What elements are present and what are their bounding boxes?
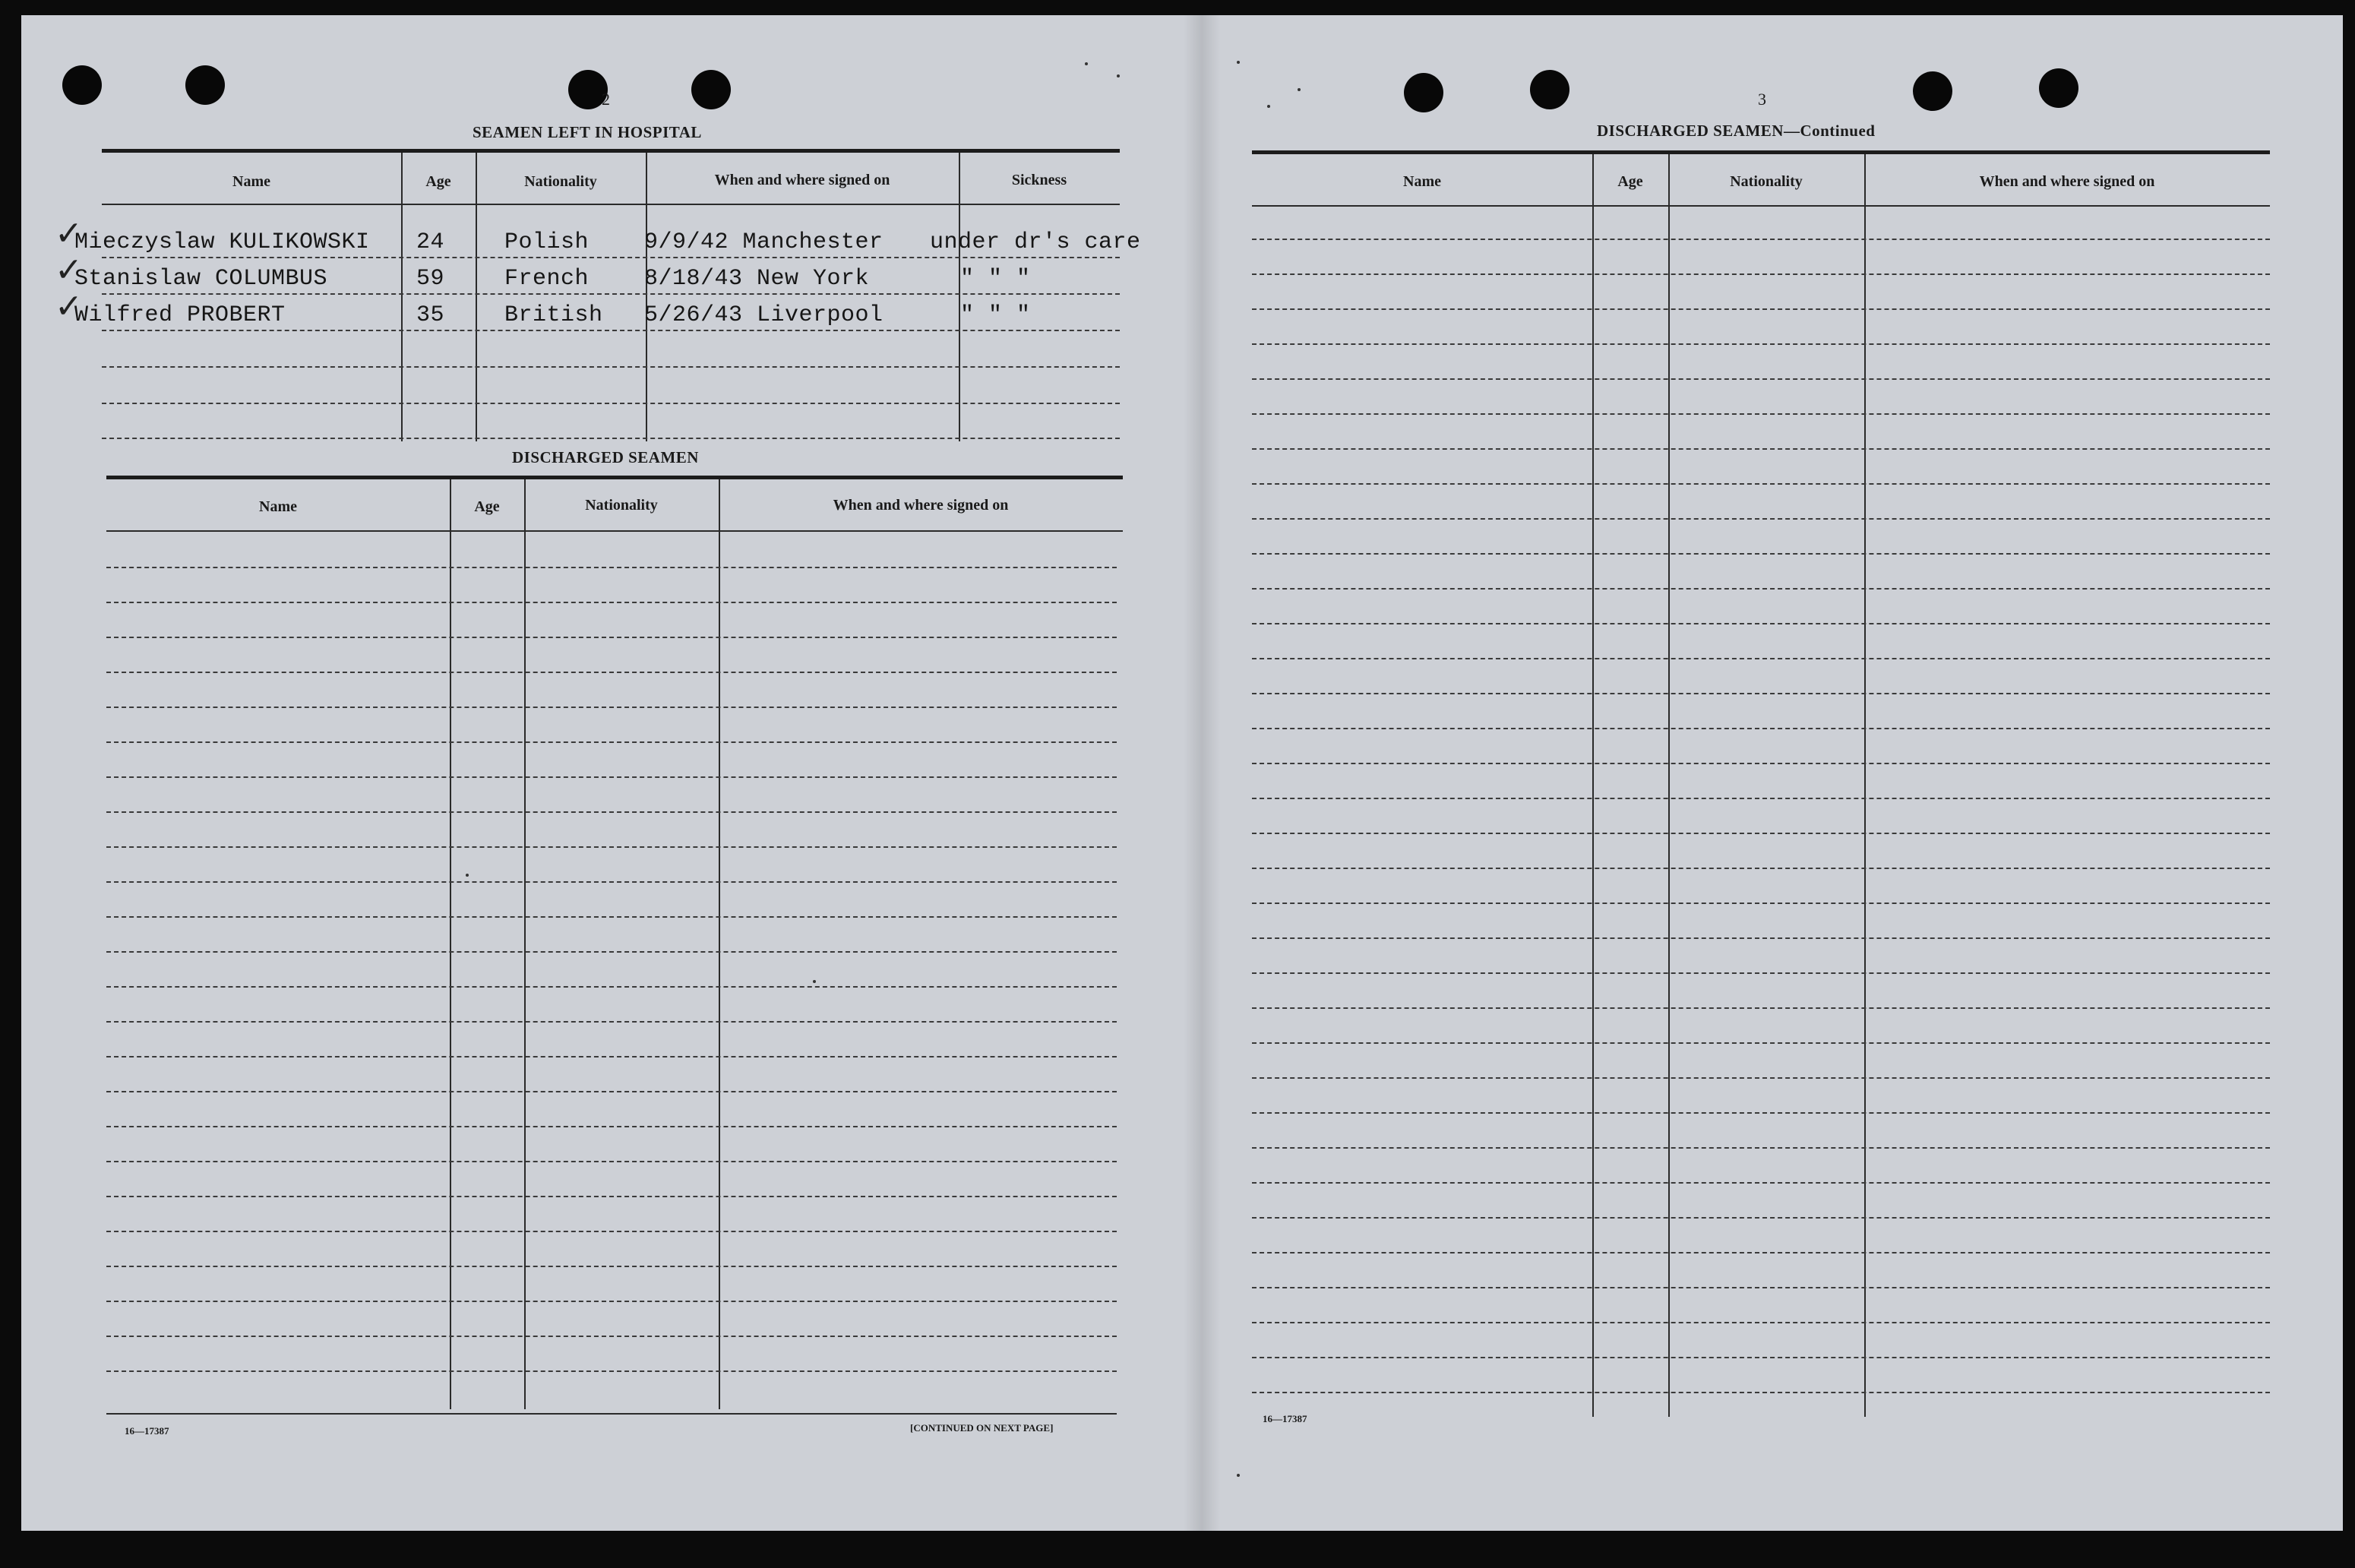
blank-row-line <box>1252 1322 2270 1323</box>
page-number-left: 2 <box>602 90 610 109</box>
blank-row-line <box>106 602 1117 603</box>
hospital-row-3-age: 35 <box>416 302 445 328</box>
discharged-section-title: DISCHARGED SEAMEN <box>512 448 699 466</box>
blank-row-line <box>106 741 1117 743</box>
hospital-row-1-nationality: Polish <box>504 229 590 255</box>
discharged-col-divider <box>524 479 526 1409</box>
blank-row-line <box>1252 343 2270 345</box>
page-number-right: 3 <box>1758 90 1766 109</box>
blank-row-line <box>1252 1252 2270 1253</box>
hospital-row-3-name: Wilfred PROBERT <box>74 302 286 328</box>
hospital-header-rule <box>102 204 1120 205</box>
blank-row-line <box>106 1301 1117 1302</box>
blank-row-line <box>1252 518 2270 520</box>
blank-row-line <box>106 916 1117 918</box>
paper-speck <box>1237 61 1240 64</box>
blank-row-line <box>1252 1147 2270 1149</box>
discharged-col-divider <box>450 479 451 1409</box>
paper-speck <box>1237 1474 1240 1477</box>
blank-row-line <box>1252 308 2270 310</box>
blank-row-line <box>106 707 1117 708</box>
blank-row-line <box>106 1161 1117 1162</box>
blank-row-line <box>1252 868 2270 869</box>
hospital-row-2-signed-on: 8/18/43 New York <box>644 266 870 292</box>
blank-row-line <box>106 1126 1117 1127</box>
blank-row-line <box>1252 763 2270 764</box>
blank-row-line <box>1252 1392 2270 1393</box>
hospital-row-1-name: Mieczyslaw KULIKOWSKI <box>74 229 370 255</box>
discharged-header-signed-on: When and where signed on <box>833 497 1009 514</box>
blank-row-line <box>106 776 1117 778</box>
blank-row-line <box>1252 553 2270 555</box>
blank-row-line <box>1252 1357 2270 1358</box>
blank-row-line <box>1252 413 2270 415</box>
manifest-sheet <box>21 15 2343 1531</box>
hospital-col-divider <box>646 153 647 441</box>
blank-row-line <box>1252 378 2270 380</box>
blank-row-line <box>1252 1217 2270 1219</box>
blank-row-line <box>1252 972 2270 974</box>
blank-row-line <box>106 637 1117 638</box>
hospital-col-divider <box>401 153 403 441</box>
hospital-row-2-age: 59 <box>416 266 445 292</box>
blank-row-line <box>106 1056 1117 1057</box>
hospital-col-divider <box>476 153 477 441</box>
hospital-top-rule <box>102 149 1120 153</box>
hospital-row-2-name: Stanislaw COLUMBUS <box>74 266 328 292</box>
hospital-row-2-sickness: " " " <box>960 266 1031 292</box>
blank-row-line <box>1252 1007 2270 1009</box>
blank-row-line <box>1252 239 2270 240</box>
discharged-header-age: Age <box>474 498 500 515</box>
form-number-right: 16—17387 <box>1263 1413 1307 1424</box>
discharged-header-name: Name <box>259 498 297 515</box>
blank-row-line <box>106 1370 1117 1372</box>
punch-hole <box>1913 71 1952 111</box>
hospital-header-nationality: Nationality <box>524 173 597 190</box>
blank-row-line <box>1252 693 2270 694</box>
hospital-header-sickness: Sickness <box>1011 172 1067 188</box>
blank-row-line <box>106 1021 1117 1023</box>
right-header-age: Age <box>1617 173 1643 190</box>
paper-speck <box>813 980 816 983</box>
blank-row-line <box>106 1266 1117 1267</box>
blank-row-line <box>106 1336 1117 1337</box>
hospital-row-1-sickness: under dr's care <box>930 229 1141 255</box>
hospital-row-3-signed-on: 5/26/43 Liverpool <box>644 302 884 328</box>
blank-row-line <box>106 672 1117 673</box>
hospital-row-line <box>102 293 1120 295</box>
hospital-col-divider <box>959 153 960 441</box>
hospital-row-1-signed-on: 9/9/42 Manchester <box>644 229 884 255</box>
right-header-name: Name <box>1403 173 1441 190</box>
punch-hole <box>1404 73 1443 112</box>
paper-speck <box>466 874 469 877</box>
blank-row-line <box>1252 1112 2270 1114</box>
paper-speck <box>1298 88 1301 91</box>
hospital-row-line <box>102 257 1120 258</box>
blank-row-line <box>1252 798 2270 799</box>
discharged-header-nationality: Nationality <box>585 497 658 514</box>
left-footer-rule <box>106 1413 1117 1415</box>
right-header-nationality: Nationality <box>1730 173 1803 190</box>
hospital-section-title: SEAMEN LEFT IN HOSPITAL <box>473 123 702 141</box>
blank-row-line <box>106 951 1117 953</box>
blank-row-line <box>1252 448 2270 450</box>
right-top-rule <box>1252 150 2270 154</box>
blank-row-line <box>106 1196 1117 1197</box>
blank-row-line <box>106 986 1117 988</box>
discharged-header-rule <box>106 530 1123 532</box>
check-mark: ✓ <box>55 288 83 325</box>
blank-row-line <box>1252 623 2270 624</box>
blank-row-line <box>1252 903 2270 904</box>
blank-row-line <box>106 567 1117 568</box>
discharged-col-divider <box>719 479 720 1409</box>
discharged-top-rule <box>106 476 1123 479</box>
right-header-rule <box>1252 205 2270 207</box>
hospital-row-line <box>102 366 1120 368</box>
blank-row-line <box>106 881 1117 883</box>
hospital-header-signed-on: When and where signed on <box>714 172 890 188</box>
blank-row-line <box>1252 833 2270 834</box>
check-mark: ✓ <box>55 251 83 289</box>
blank-row-line <box>1252 273 2270 275</box>
blank-row-line <box>1252 1182 2270 1184</box>
punch-hole <box>185 65 225 105</box>
hospital-header-age: Age <box>425 173 451 190</box>
blank-row-line <box>106 811 1117 813</box>
punch-hole <box>2039 68 2078 108</box>
punch-hole <box>691 70 731 109</box>
hospital-row-line <box>102 330 1120 331</box>
paper-speck <box>1085 62 1088 65</box>
hospital-row-line <box>102 403 1120 404</box>
blank-row-line <box>106 1231 1117 1232</box>
hospital-header-name: Name <box>232 173 270 190</box>
hospital-row-2-nationality: French <box>504 266 590 292</box>
blank-row-line <box>1252 1287 2270 1288</box>
continued-note: [CONTINUED ON NEXT PAGE] <box>910 1422 1054 1434</box>
paper-speck <box>1267 105 1270 108</box>
right-header-signed-on: When and where signed on <box>1979 173 2155 190</box>
blank-row-line <box>1252 1077 2270 1079</box>
blank-row-line <box>106 1091 1117 1092</box>
punch-hole <box>62 65 102 105</box>
form-number-left: 16—17387 <box>125 1425 169 1437</box>
blank-row-line <box>1252 1042 2270 1044</box>
blank-row-line <box>1252 658 2270 659</box>
blank-row-line <box>1252 588 2270 590</box>
hospital-row-3-sickness: " " " <box>960 302 1031 328</box>
paper-speck <box>1117 74 1120 77</box>
blank-row-line <box>1252 728 2270 729</box>
blank-row-line <box>106 846 1117 848</box>
hospital-row-3-nationality: British <box>504 302 603 328</box>
hospital-row-1-age: 24 <box>416 229 445 255</box>
page-fold <box>1184 15 1220 1531</box>
blank-row-line <box>1252 937 2270 939</box>
blank-row-line <box>1252 483 2270 485</box>
hospital-row-line <box>102 438 1120 439</box>
punch-hole <box>1530 70 1569 109</box>
check-mark: ✓ <box>55 215 83 252</box>
discharged-continued-title: DISCHARGED SEAMEN—Continued <box>1597 122 1876 140</box>
